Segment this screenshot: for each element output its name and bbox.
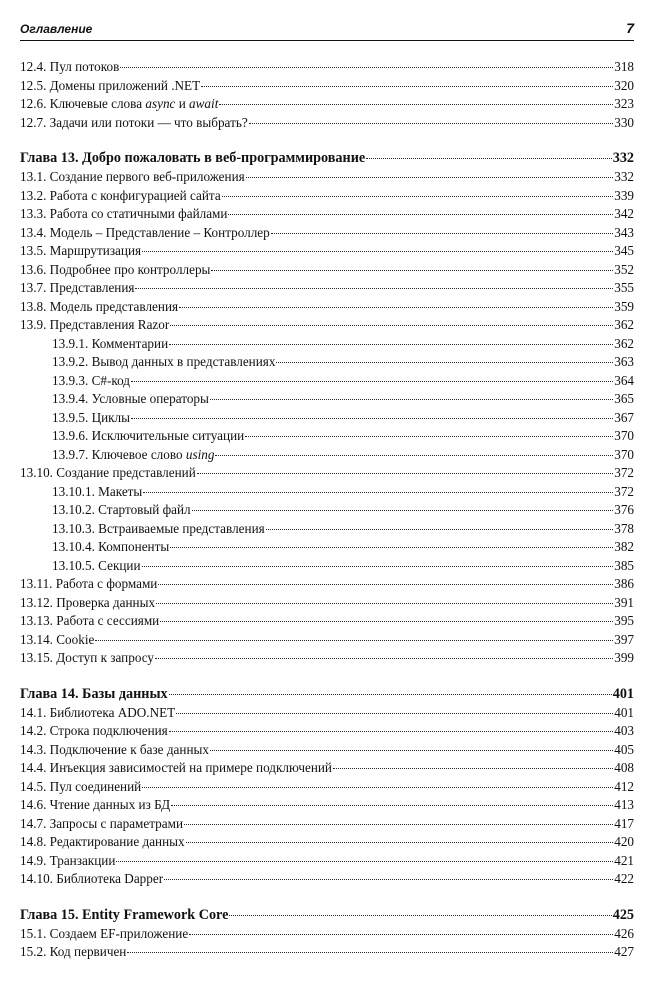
entry-number: 13.6. — [20, 261, 47, 277]
chapter-heading — [20, 905, 634, 925]
entry-page-number: 330 — [614, 114, 634, 130]
toc-section-entry — [20, 168, 634, 187]
entry-page-number: 342 — [614, 206, 634, 221]
entry-title: Стартовый файл — [98, 502, 191, 517]
entry-title: Пул потоков — [49, 59, 120, 74]
entry-label — [20, 631, 94, 650]
toc-subsection-entry — [20, 427, 634, 446]
dot-leader — [271, 233, 613, 234]
dot-leader — [184, 824, 613, 825]
running-header — [20, 20, 634, 41]
toc-section-entry — [20, 759, 634, 778]
entry-label — [20, 58, 119, 77]
entry-label — [20, 279, 134, 298]
entry-label — [52, 446, 214, 465]
chapter-page-number: 332 — [612, 150, 634, 166]
toc-section-entry — [20, 796, 634, 815]
toc-subsection-entry — [20, 446, 634, 465]
entry-page-number: 355 — [614, 280, 634, 295]
entry-page-number: 395 — [614, 613, 634, 628]
dot-leader — [158, 584, 613, 585]
toc-section-entry — [20, 205, 634, 224]
entry-page-number: 318 — [614, 59, 634, 74]
dot-leader — [164, 879, 613, 880]
entry-number: 13.2. — [20, 187, 47, 203]
toc-section-entry — [20, 77, 634, 96]
dot-leader — [246, 177, 614, 178]
entry-title: и — [175, 96, 190, 111]
entry-label — [52, 427, 244, 446]
toc-section-entry — [20, 943, 634, 962]
entry-title: Комментарии — [91, 335, 169, 351]
entry-number: 13.10.1. — [52, 483, 95, 499]
toc-section-entry — [20, 722, 634, 741]
chapter-heading — [20, 148, 634, 168]
entry-number: 12.6. — [20, 96, 47, 111]
toc-subsection-entry — [20, 335, 634, 354]
entry-title: Представления — [49, 280, 135, 295]
entry-number: 13.9.5. — [52, 409, 89, 425]
entry-number: 13.9.3. — [52, 372, 89, 388]
dot-leader — [333, 768, 613, 769]
toc-subsection-entry — [20, 538, 634, 557]
dot-leader — [135, 288, 613, 289]
entry-page-number: 345 — [614, 243, 634, 258]
entry-title: Ключевое слово — [91, 446, 186, 462]
toc-subsection-entry — [20, 390, 634, 409]
entry-page-number: 397 — [614, 631, 634, 647]
toc-section-entry — [20, 925, 634, 944]
toc-section-entry — [20, 242, 634, 261]
header-page-number: 7 — [626, 20, 634, 36]
entry-number: 13.11. — [20, 576, 53, 591]
entry-label — [20, 464, 196, 483]
entry-page-number: 405 — [614, 741, 634, 757]
entry-title: Секции — [98, 557, 141, 573]
entry-label — [20, 224, 270, 243]
entry-number: 14.10. — [20, 871, 53, 886]
entry-page-number: 370 — [614, 428, 634, 443]
entry-page-number: 413 — [614, 797, 634, 812]
dot-leader — [228, 214, 613, 215]
entry-title: C#-код — [91, 372, 131, 388]
entry-label — [20, 298, 178, 317]
entry-title: Редактирование данных — [49, 834, 185, 849]
header-title: Оглавление — [20, 22, 93, 36]
entry-label — [52, 409, 130, 428]
entry-label — [52, 538, 169, 557]
dot-leader — [142, 251, 613, 252]
entry-number: 15.2. — [20, 944, 47, 959]
entry-number: 15.1. — [20, 925, 47, 941]
entry-label — [20, 704, 175, 723]
entry-page-number: 364 — [614, 372, 634, 388]
toc-section-entry — [20, 741, 634, 760]
entry-title: Исключительные ситуации — [91, 428, 245, 443]
chapter-title: Глава 14. Базы данных — [20, 685, 168, 702]
entry-page-number: 363 — [614, 354, 634, 369]
entry-page-number: 359 — [614, 298, 634, 314]
toc-section-entry — [20, 778, 634, 797]
entry-number: 12.7. — [20, 114, 47, 130]
toc-section-entry — [20, 852, 634, 871]
entry-page-number: 376 — [614, 502, 634, 517]
entry-label — [20, 759, 332, 778]
dot-leader — [127, 952, 613, 953]
entry-page-number: 370 — [614, 446, 634, 462]
toc-section-entry — [20, 833, 634, 852]
entry-title: Инъекция зависимостей на примере подключений — [49, 760, 332, 775]
entry-title: Библиотека Dapper — [56, 871, 164, 886]
entry-page-number: 372 — [614, 465, 634, 480]
entry-page-number: 339 — [614, 187, 634, 203]
entry-number: 14.4. — [20, 760, 47, 775]
dot-leader — [366, 158, 612, 159]
entry-page-number: 382 — [614, 539, 634, 554]
dot-leader — [155, 658, 613, 659]
entry-number: 14.6. — [20, 797, 47, 812]
entry-title: Доступ к запросу — [56, 650, 155, 665]
dot-leader — [276, 362, 613, 363]
entry-label — [20, 168, 245, 187]
entry-page-number: 386 — [614, 576, 634, 591]
entry-title: Проверка данных — [56, 594, 156, 610]
chapter-title: Глава 13. Добро пожаловать в веб-программирование — [20, 150, 366, 166]
entry-title: Подробнее про контроллеры — [49, 261, 211, 277]
toc-section-entry — [20, 631, 634, 650]
entry-title: Модель – Представление – Контроллер — [49, 224, 270, 240]
entry-page-number: 399 — [614, 650, 634, 665]
entry-number: 13.10.5. — [52, 557, 95, 573]
entry-label — [20, 815, 183, 834]
entry-label — [20, 741, 209, 760]
entry-number: 14.3. — [20, 741, 47, 757]
toc-section-entry — [20, 114, 634, 133]
entry-title: Модель представления — [49, 298, 179, 314]
entry-title-italic: using — [185, 446, 215, 462]
entry-label — [20, 95, 218, 114]
toc-section-entry — [20, 316, 634, 335]
entry-number: 13.14. — [20, 631, 53, 647]
dot-leader — [245, 436, 613, 437]
dot-leader — [160, 621, 613, 622]
entry-title: Работа с конфигурацией сайта — [49, 187, 221, 203]
entry-title: Чтение данных из БД — [49, 797, 171, 812]
entry-label — [20, 242, 141, 261]
toc-section-entry — [20, 95, 634, 114]
chapter-page-number: 401 — [612, 685, 634, 702]
entry-label — [20, 925, 188, 944]
toc-section-entry — [20, 261, 634, 280]
dot-leader — [189, 934, 613, 935]
entry-label — [20, 575, 157, 594]
entry-title: Макеты — [98, 483, 143, 499]
dot-leader — [120, 67, 613, 68]
entry-title: Строка подключения — [49, 723, 168, 738]
entry-page-number: 391 — [614, 594, 634, 610]
entry-label — [52, 501, 191, 520]
entry-page-number: 365 — [614, 391, 634, 406]
toc-section-entry — [20, 575, 634, 594]
entry-label — [20, 187, 221, 206]
entry-number: 14.1. — [20, 704, 47, 720]
entry-title: Запросы с параметрами — [49, 815, 184, 831]
entry-label — [20, 114, 248, 133]
entry-title-italic: await — [189, 96, 219, 111]
dot-leader — [170, 325, 613, 326]
dot-leader — [210, 750, 613, 751]
entry-page-number: 427 — [614, 944, 634, 959]
dot-leader — [179, 307, 613, 308]
entry-page-number: 420 — [614, 834, 634, 849]
entry-number: 13.7. — [20, 280, 47, 295]
dot-leader — [211, 270, 613, 271]
entry-label — [20, 870, 163, 889]
dot-leader — [156, 603, 613, 604]
dot-leader — [142, 787, 613, 788]
toc-subsection-entry — [20, 501, 634, 520]
dot-leader — [210, 399, 613, 400]
dot-leader — [249, 123, 614, 124]
toc-section-entry — [20, 187, 634, 206]
toc-subsection-entry — [20, 483, 634, 502]
dot-leader — [186, 842, 614, 843]
entry-page-number: 320 — [614, 77, 634, 93]
table-of-contents — [20, 58, 634, 962]
entry-number: 13.9.4. — [52, 391, 89, 406]
entry-number: 13.10.2. — [52, 502, 95, 517]
entry-number: 13.9. — [20, 317, 47, 332]
entry-page-number: 343 — [614, 224, 634, 240]
entry-title: Cookie — [56, 631, 95, 647]
dot-leader — [266, 529, 614, 530]
dot-leader — [131, 381, 613, 382]
dot-leader — [143, 492, 613, 493]
entry-label — [52, 520, 265, 539]
chapter-spacer — [20, 132, 634, 148]
toc-section-entry — [20, 594, 634, 613]
dot-leader — [222, 196, 614, 197]
toc-subsection-entry — [20, 372, 634, 391]
entry-title: Работа со статичными файлами — [49, 206, 228, 221]
entry-label — [20, 833, 185, 852]
entry-page-number: 426 — [614, 925, 634, 941]
entry-title: Встраиваемые представления — [98, 520, 265, 536]
entry-number: 13.5. — [20, 243, 47, 258]
entry-page-number: 367 — [614, 409, 634, 425]
entry-title: Пул соединений — [49, 778, 142, 794]
entry-number: 13.12. — [20, 594, 53, 610]
entry-number: 13.9.2. — [52, 354, 89, 369]
entry-page-number: 408 — [614, 760, 634, 775]
entry-label — [20, 852, 115, 871]
entry-number: 13.9.7. — [52, 446, 89, 462]
entry-title: Работа с формами — [55, 576, 158, 591]
entry-title: Задачи или потоки — что выбрать? — [49, 114, 248, 130]
entry-number: 14.5. — [20, 778, 47, 794]
entry-title: Ключевые слова — [49, 96, 146, 111]
toc-section-entry — [20, 464, 634, 483]
dot-leader — [219, 104, 613, 105]
dot-leader — [197, 473, 613, 474]
toc-section-entry — [20, 870, 634, 889]
chapter-spacer — [20, 889, 634, 905]
toc-section-entry — [20, 224, 634, 243]
dot-leader — [169, 731, 613, 732]
toc-section-entry — [20, 58, 634, 77]
entry-number: 14.2. — [20, 723, 47, 738]
toc-section-entry — [20, 815, 634, 834]
entry-label — [20, 316, 169, 335]
entry-number: 13.1. — [20, 169, 47, 184]
entry-number: 14.9. — [20, 852, 47, 868]
entry-title: Код первичен — [49, 944, 127, 959]
entry-page-number: 403 — [614, 723, 634, 738]
entry-number: 13.10. — [20, 465, 53, 480]
entry-label — [20, 722, 168, 741]
entry-title: Библиотека ADO.NET — [49, 704, 176, 720]
entry-label — [20, 649, 154, 668]
chapter-spacer — [20, 668, 634, 684]
toc-section-entry — [20, 612, 634, 631]
entry-number: 13.13. — [20, 613, 53, 628]
entry-label — [20, 205, 227, 224]
dot-leader — [131, 418, 613, 419]
toc-section-entry — [20, 704, 634, 723]
entry-page-number: 332 — [614, 169, 634, 184]
entry-page-number: 378 — [614, 520, 634, 536]
chapter-title: Глава 15. Entity Framework Core — [20, 906, 229, 923]
entry-label — [20, 594, 155, 613]
entry-label — [52, 372, 130, 391]
entry-number: 13.15. — [20, 650, 53, 665]
dot-leader — [201, 86, 613, 87]
entry-page-number: 385 — [614, 557, 634, 573]
toc-subsection-entry — [20, 520, 634, 539]
dot-leader — [170, 547, 613, 548]
entry-page-number: 417 — [614, 815, 634, 831]
entry-title: Циклы — [91, 409, 130, 425]
entry-label — [20, 778, 141, 797]
entry-label — [52, 483, 142, 502]
entry-title: Маршрутизация — [49, 243, 142, 258]
entry-page-number: 362 — [614, 335, 634, 351]
entry-label — [20, 612, 159, 631]
entry-number: 12.4. — [20, 59, 47, 74]
entry-number: 13.8. — [20, 298, 47, 314]
entry-title: Транзакции — [49, 852, 116, 868]
entry-number: 13.10.4. — [52, 539, 95, 554]
entry-title: Представления Razor — [49, 317, 170, 332]
entry-label — [52, 557, 141, 576]
entry-page-number: 421 — [614, 852, 634, 868]
entry-label — [20, 943, 126, 962]
dot-leader — [95, 640, 613, 641]
entry-title: Создаем EF-приложение — [49, 925, 189, 941]
entry-title-italic: async — [145, 96, 176, 111]
entry-number: 13.9.6. — [52, 428, 89, 443]
entry-title: Вывод данных в представлениях — [91, 354, 276, 369]
entry-title: Компоненты — [98, 539, 170, 554]
entry-label — [52, 335, 168, 354]
dot-leader — [169, 344, 613, 345]
toc-section-entry — [20, 649, 634, 668]
entry-title: Создание первого веб-приложения — [49, 169, 245, 184]
chapter-heading — [20, 684, 634, 704]
toc-section-entry — [20, 279, 634, 298]
entry-page-number: 352 — [614, 261, 634, 277]
entry-number: 12.5. — [20, 77, 47, 93]
entry-title: Подключение к базе данных — [49, 741, 209, 757]
entry-title: Создание представлений — [56, 465, 196, 480]
dot-leader — [192, 510, 614, 511]
entry-label — [52, 390, 209, 409]
toc-subsection-entry — [20, 353, 634, 372]
dot-leader — [176, 713, 613, 714]
dot-leader — [142, 566, 614, 567]
toc-section-entry — [20, 298, 634, 317]
chapter-page-number: 425 — [612, 906, 634, 923]
dot-leader — [229, 915, 611, 916]
entry-number: 14.8. — [20, 834, 47, 849]
entry-title: Домены приложений .NET — [49, 77, 201, 93]
toc-subsection-entry — [20, 409, 634, 428]
entry-page-number: 401 — [614, 704, 634, 720]
entry-number: 14.7. — [20, 815, 47, 831]
entry-title: Условные операторы — [91, 391, 209, 406]
dot-leader — [116, 861, 613, 862]
entry-title: Работа с сессиями — [56, 613, 160, 628]
entry-number: 13.4. — [20, 224, 47, 240]
entry-number: 13.10.3. — [52, 520, 95, 536]
entry-page-number: 323 — [614, 96, 634, 111]
entry-number: 13.3. — [20, 206, 47, 221]
entry-page-number: 422 — [614, 871, 634, 886]
entry-label — [20, 796, 170, 815]
entry-label — [20, 77, 200, 96]
dot-leader — [171, 805, 613, 806]
toc-subsection-entry — [20, 557, 634, 576]
dot-leader — [215, 455, 613, 456]
entry-page-number: 412 — [614, 778, 634, 794]
entry-page-number: 362 — [614, 317, 634, 332]
entry-page-number: 372 — [614, 483, 634, 499]
dot-leader — [169, 694, 612, 695]
entry-number: 13.9.1. — [52, 335, 89, 351]
entry-label — [52, 353, 275, 372]
entry-label — [20, 261, 210, 280]
